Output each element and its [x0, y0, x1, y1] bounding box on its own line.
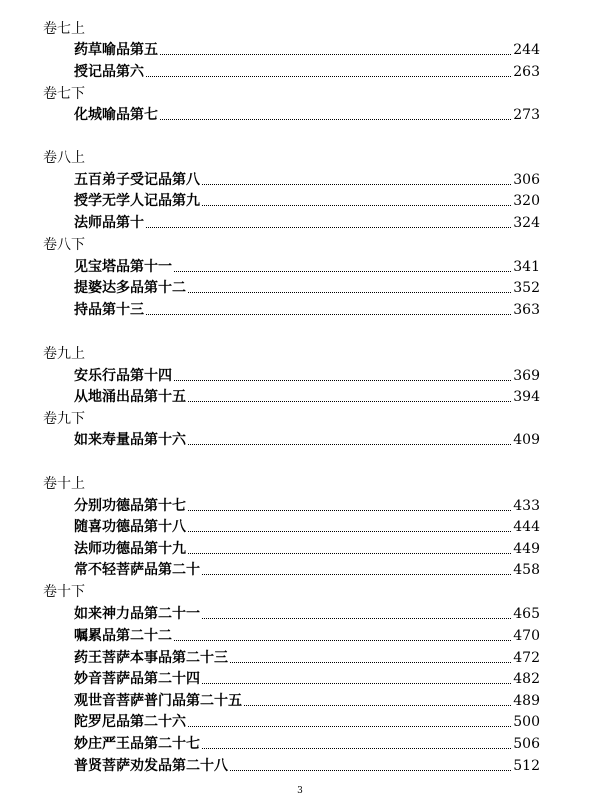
toc-entry: [74, 562, 540, 578]
page-ref: 273: [513, 107, 540, 123]
chapter-title: 普贤菩萨劝发品第二十八: [74, 758, 228, 774]
dot-leader: [202, 609, 511, 619]
volume-heading: 卷七上: [43, 21, 85, 37]
dot-leader: [202, 175, 511, 185]
page-ref: 470: [513, 628, 540, 644]
toc-entry: [74, 736, 540, 752]
toc-entry: [74, 42, 540, 58]
page-ref: 263: [513, 64, 540, 80]
toc-entry: [74, 671, 540, 687]
chapter-title: 分别功德品第十七: [74, 498, 186, 514]
chapter-title: 妙庄严王品第二十七: [74, 736, 200, 752]
toc-entry: [74, 628, 540, 644]
toc-entry: [74, 389, 540, 405]
page-ref: 444: [513, 519, 540, 535]
toc-entry: [74, 541, 540, 557]
page-ref: 449: [513, 541, 540, 557]
page-ref: 489: [513, 693, 540, 709]
toc-entry: [74, 432, 540, 448]
page-ref: 341: [513, 259, 540, 275]
toc-entry: [74, 519, 540, 535]
chapter-title: 授学无学人记品第九: [74, 193, 200, 209]
page-ref: 500: [513, 714, 540, 730]
dot-leader: [202, 674, 511, 684]
chapter-title: 化城喻品第七: [74, 107, 158, 123]
volume-heading: 卷十下: [43, 584, 85, 600]
page-ref: 458: [513, 562, 540, 578]
chapter-title: 如来神力品第二十一: [74, 606, 200, 622]
dot-leader: [230, 653, 511, 663]
dot-leader: [188, 522, 511, 532]
page-ref: 320: [513, 193, 540, 209]
chapter-title: 五百弟子受记品第八: [74, 172, 200, 188]
dot-leader: [202, 196, 511, 206]
toc-entry: [74, 606, 540, 622]
page-ref: 306: [513, 172, 540, 188]
dot-leader: [188, 392, 511, 402]
page-ref: 472: [513, 650, 540, 666]
page-ref: 506: [513, 736, 540, 752]
page-ref: 433: [513, 498, 540, 514]
chapter-title: 妙音菩萨品第二十四: [74, 671, 200, 687]
toc-entry: [74, 368, 540, 384]
page-ref: 512: [513, 758, 540, 774]
dot-leader: [160, 110, 511, 120]
toc-entry: [74, 193, 540, 209]
page-ref: 324: [513, 215, 540, 231]
volume-heading: 卷九下: [43, 411, 85, 427]
toc-entry: [74, 498, 540, 514]
page-ref: 244: [513, 42, 540, 58]
dot-leader: [146, 67, 511, 77]
chapter-title: 提婆达多品第十二: [74, 280, 186, 296]
chapter-title: 安乐行品第十四: [74, 368, 172, 384]
chapter-title: 常不轻菩萨品第二十: [74, 562, 200, 578]
chapter-title: 嘱累品第二十二: [74, 628, 172, 644]
toc-entry: [74, 64, 540, 80]
page-ref: 465: [513, 606, 540, 622]
page-number: 3: [297, 786, 303, 796]
dot-leader: [146, 305, 511, 315]
toc-entry: [74, 650, 540, 666]
chapter-title: 持品第十三: [74, 302, 144, 318]
volume-heading: 卷九上: [43, 346, 85, 362]
toc-entry: [74, 107, 540, 123]
dot-leader: [146, 218, 511, 228]
chapter-title: 随喜功德品第十八: [74, 519, 186, 535]
page-ref: 409: [513, 432, 540, 448]
volume-heading: 卷八下: [43, 237, 85, 253]
toc-entry: [74, 693, 540, 709]
dot-leader: [174, 371, 511, 381]
dot-leader: [230, 761, 511, 771]
page-ref: 394: [513, 389, 540, 405]
chapter-title: 药王菩萨本事品第二十三: [74, 650, 228, 666]
volume-heading: 卷七下: [43, 86, 85, 102]
chapter-title: 法师功德品第十九: [74, 541, 186, 557]
dot-leader: [174, 262, 511, 272]
dot-leader: [202, 739, 511, 749]
chapter-title: 授记品第六: [74, 64, 144, 80]
dot-leader: [160, 45, 511, 55]
page-ref: 352: [513, 280, 540, 296]
page-ref: 482: [513, 671, 540, 687]
dot-leader: [174, 631, 511, 641]
page-ref: 369: [513, 368, 540, 384]
toc-entry: [74, 758, 540, 774]
chapter-title: 从地涌出品第十五: [74, 389, 186, 405]
dot-leader: [188, 717, 511, 727]
page-ref: 363: [513, 302, 540, 318]
toc-entry: [74, 215, 540, 231]
chapter-title: 陀罗尼品第二十六: [74, 714, 186, 730]
chapter-title: 药草喻品第五: [74, 42, 158, 58]
dot-leader: [188, 283, 511, 293]
toc-entry: [74, 172, 540, 188]
toc-entry: [74, 714, 540, 730]
toc-entry: [74, 259, 540, 275]
chapter-title: 法师品第十: [74, 215, 144, 231]
dot-leader: [188, 435, 511, 445]
toc-entry: [74, 280, 540, 296]
dot-leader: [202, 565, 511, 575]
chapter-title: 如来寿量品第十六: [74, 432, 186, 448]
dot-leader: [188, 501, 511, 511]
chapter-title: 见宝塔品第十一: [74, 259, 172, 275]
chapter-title: 观世音菩萨普门品第二十五: [74, 693, 242, 709]
dot-leader: [244, 696, 511, 706]
toc-entry: [74, 302, 540, 318]
volume-heading: 卷十上: [43, 476, 85, 492]
dot-leader: [188, 544, 511, 554]
volume-heading: 卷八上: [43, 150, 85, 166]
